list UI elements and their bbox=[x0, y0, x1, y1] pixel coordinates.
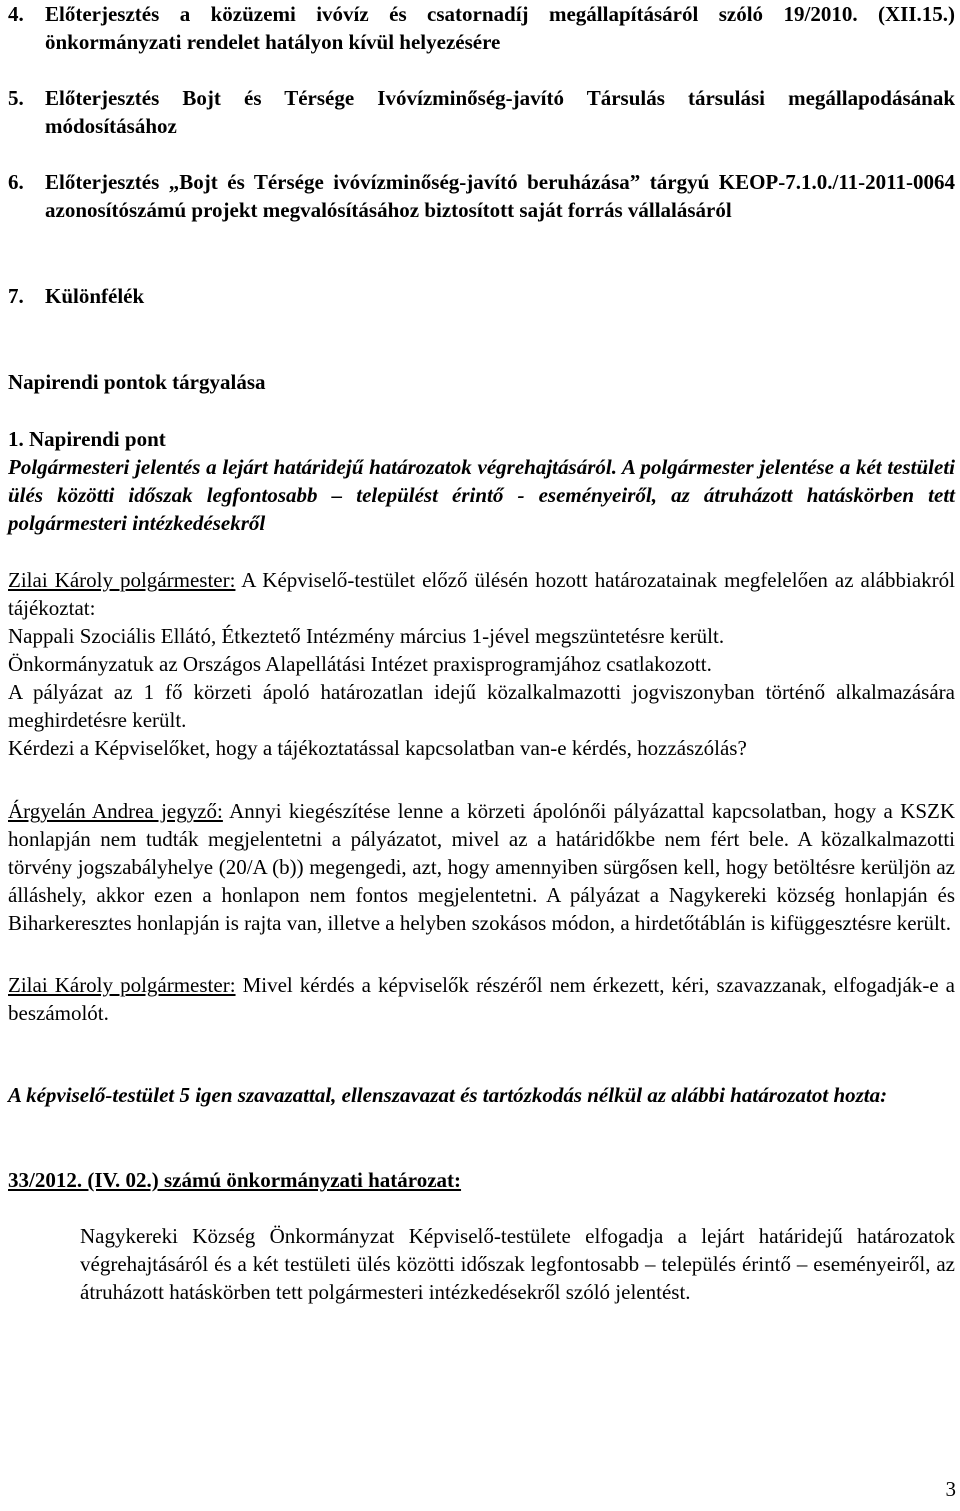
speech-line: Kérdezi a Képviselőket, hogy a tájékoztatással kapcsolatban van-e kérdés, hozzászólás? bbox=[8, 736, 747, 760]
page-number: 3 bbox=[945, 1477, 956, 1501]
speech-line: Nappali Szociális Ellátó, Étkeztető Intézmény március 1-jével megszüntetésre került. bbox=[8, 624, 725, 648]
agenda-point-heading: 1. Napirendi pont bbox=[8, 427, 166, 451]
speaker-name: Zilai Károly polgármester: bbox=[8, 568, 236, 592]
speech-line: Önkormányzatuk az Országos Alapellátási Intézet praxisprogramjához csatlakozott. bbox=[8, 652, 712, 676]
mayor-report bbox=[8, 566, 955, 762]
agenda-text: Előterjesztés Bojt és Térsége Ivóvízminőség-javító Társulás társulási megállapodásának módosításához bbox=[45, 86, 955, 138]
resolution-text: Nagykereki Község Önkormányzat Képviselő-testülete elfogadja a lejárt határidejű határozatok végrehajtásáról és a két testületi ülés közötti időszak legfontosabb – település érintő – eseményeiről, az átruházott hatáskörben tett polgármesteri intézkedésekről szóló jelentést. bbox=[80, 1224, 955, 1304]
section-title: Napirendi pontok tárgyalása bbox=[8, 370, 266, 394]
agenda-number: 6. bbox=[8, 170, 24, 194]
speech-line: A pályázat az 1 fő körzeti ápoló határozatlan idejű közalkalmazotti jogviszonyban történő alkalmazására meghirdetésre került. bbox=[8, 680, 955, 732]
speaker-name: Zilai Károly polgármester: bbox=[8, 973, 236, 997]
agenda-text: Előterjesztés „Bojt és Térsége ivóvízminőség-javító beruházása” tárgyú KEOP-7.1.0./11-2011-0064 azonosítószámú projekt megvalósításához biztosított saját forrás vállalásáról bbox=[45, 170, 955, 222]
agenda-item bbox=[8, 168, 955, 224]
notary-statement bbox=[8, 797, 955, 937]
agenda-number: 7. bbox=[8, 284, 24, 308]
agenda-number: 4. bbox=[8, 2, 24, 26]
speech-text: Mivel kérdés a képviselők részéről nem érkezett, kéri, szavazzanak, elfogadják-e a beszámolót. bbox=[8, 973, 956, 1025]
mayor-call-to-vote bbox=[8, 971, 955, 1027]
vote-result: A képviselő-testület 5 igen szavazattal, ellenszavazat és tartózkodás nélkül az alábbi határozatot hozta: bbox=[8, 1083, 888, 1107]
agenda-text: Különfélék bbox=[45, 284, 145, 308]
speaker-name: Árgyelán Andrea jegyző: bbox=[8, 799, 223, 823]
agenda-text: Előterjesztés a közüzemi ivóvíz és csatornadíj megállapításáról szóló 19/2010. (XII.15.) önkormányzati rendelet hatályon kívül helyezésére bbox=[45, 2, 955, 54]
agenda-point-intro: Polgármesteri jelentés a lejárt határidejű határozatok végrehajtásáról. A polgármester jelentése a két testületi ülés közötti időszak legfontosabb – települést érintő - eseményeiről, az átruházott hatáskörben tett polgármesteri intézkedésekről bbox=[8, 455, 955, 535]
agenda-item bbox=[8, 282, 955, 310]
resolution-title: 33/2012. (IV. 02.) számú önkormányzati határozat: bbox=[8, 1168, 462, 1192]
agenda-number: 5. bbox=[8, 86, 24, 110]
agenda-item bbox=[8, 0, 955, 56]
speech-text: Annyi kiegészítése lenne a körzeti ápolónői pályázattal kapcsolatban, hogy a KSZK honlapján nem tudták megjelentetni a pályázatot, mivel az a határidőkbe nem fért bele. A közalkalmazotti törvény jogszabályhelye (20/A (b)) megengedi, azt, hogy amennyiben sürgősen kell, hogy betöltésre kerüljön az álláshely, akkor ezen a honlapon nem fontos megjelentetni. A pályázat a Nagykereki község honlapján és Biharkeresztes honlapján is rajta van, illetve a helyben szokásos módon, a hirdetőtáblán is kifüggesztésre került. bbox=[8, 799, 955, 935]
speech-text: A Képviselő-testület előző ülésén hozott határozatainak megfelelően az alábbiakról tájékoztat: bbox=[8, 568, 955, 620]
agenda-item bbox=[8, 84, 955, 140]
